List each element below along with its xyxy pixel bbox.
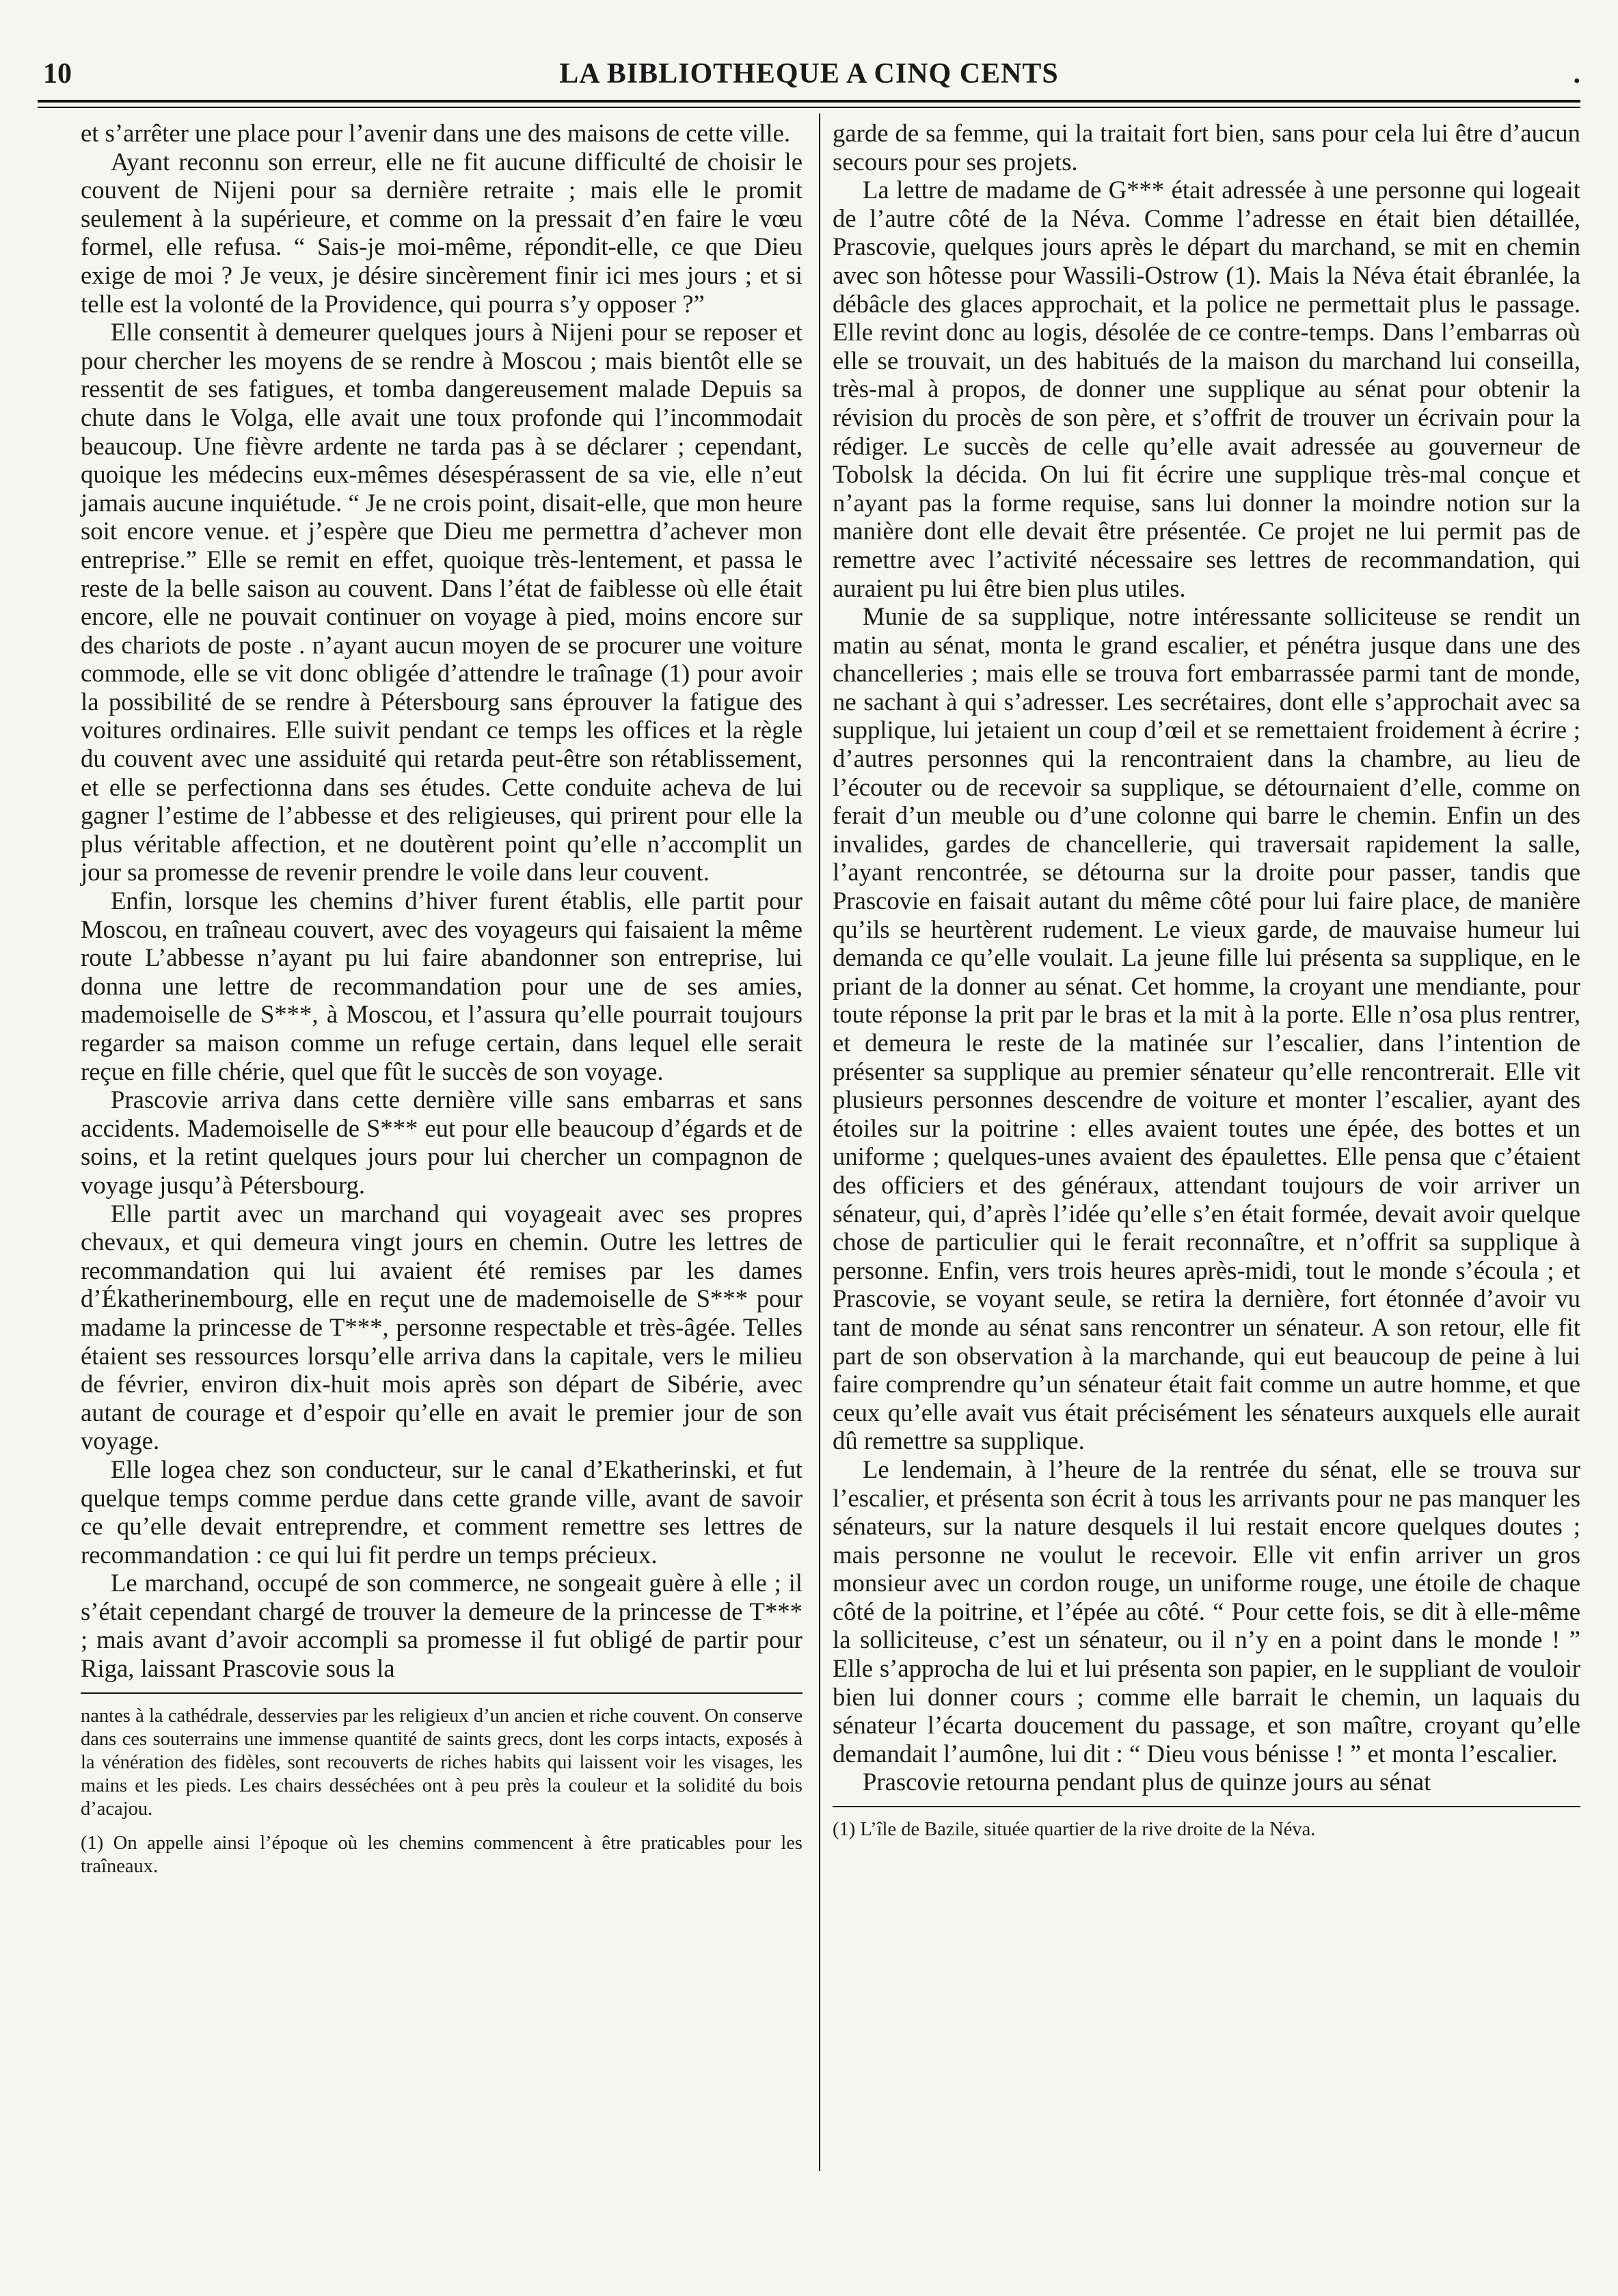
right-column [833,119,1580,1841]
right-column-body [833,119,1580,1796]
corner-mark: . [1573,58,1580,90]
column-separator [819,113,820,2171]
paragraph: Elle partit avec un marchand qui voyageait avec ses propres chevaux, et qui demeura vingt jours en chemin. Outre les lettres de recommandation qui lui avaient été remises par les dames d’Ékatherinembourg, elle en reçut une de mademoiselle de S*** pour madame la princesse de T***, personne respectable et très-âgée. Telles étaient ses ressources lorsqu’elle arriva dans la capitale, vers le milieu de février, environ dix-huit mois après son départ de Sibérie, avec autant de courage et d’espoir qu’elle en avait le premier jour de son voyage. [81,1199,803,1455]
paragraph: Le marchand, occupé de son commerce, ne songeait guère à elle ; il s’était cependant chargé de trouver la demeure de la princesse de T*** ; mais avant d’avoir accompli sa promesse il fut obligé de partir pour Riga, laissant Prascovie sous la [81,1569,803,1683]
left-column-body [81,119,803,1683]
footnote: (1) L’île de Bazile, située quartier de la rive droite de la Néva. [833,1819,1316,1841]
footnote-rule [833,1806,1580,1807]
running-header [38,53,1580,94]
paragraph: Le lendemain, à l’heure de la rentrée du sénat, elle se trouva sur l’escalier, et présenta son écrit à tous les arrivants pour ne pas manquer les sénateurs, sur la nature desquels il lui restait encore quelques doutes ; mais personne ne voulut le recevoir. Elle vit enfin arriver un gros monsieur avec un cordon rouge, un uniforme rouge, une étoile de chaque côté de la poitrine, et l’épée au côté. “ Pour cette fois, se dit à elle-même la solliciteuse, c’est un sénateur, ou il n’y en a point dans le monde ! ” Elle s’approcha de lui et lui présenta son papier, en le suppliant de vouloir bien lui donner cours ; comme elle barrait le chemin, un laquais du sénateur l’écarta doucement du passage, et son maître, croyant qu’elle demandait l’aumône, lui dit : “ Dieu vous bénisse ! ” et monta l’escalier. [833,1455,1580,1768]
paragraph: Ayant reconnu son erreur, elle ne fit aucune difficulté de choisir le couvent de Nijeni pour sa dernière retraite ; mais elle le promit seulement à la supérieure, et comme on la pressait d’en faire le vœu formel, elle refusa. “ Sais-je moi-même, répondit-elle, ce que Dieu exige de moi ? Je veux, je désire sincèrement finir ici mes jours ; et si telle est la volonté de la Providence, qui pourra s’y opposer ?” [81,147,803,318]
paragraph: Munie de sa supplique, notre intéressante solliciteuse se rendit un matin au sénat, monta le grand escalier, et pénétra jusque dans une des chancelleries ; mais elle se trouva fort embarrassée parmi tant de monde, ne sachant à qui s’adresser. Les secrétaires, dont elle s’approchait avec sa supplique, lui jetaient un coup d’œil et se remettaient froidement à écrire ; d’autres personnes qui la rencontraient dans la chambre, au lieu de l’écouter ou de recevoir sa supplique, se détournaient d’elle, comme on ferait d’un meuble ou d’une colonne qui barre le chemin. Enfin un des invalides, gardes de chancellerie, qui traversait rapidement la salle, l’ayant rencontrée, se détourna sur la droite pour passer, tandis que Prascovie en faisait autant du même côté pour lui faire place, de manière qu’ils se heurtèrent rudement. Le vieux garde, de mauvaise humeur lui demanda ce qu’elle voulait. La jeune fille lui présenta sa supplique, en le priant de la donner au sénat. Cet homme, la croyant une mendiante, pour toute réponse la prit par le bras et la mit à la porte. Elle n’osa plus rentrer, et demeura le reste de la matinée sur l’escalier, dans l’intention de présenter sa supplique au premier sénateur qu’elle rencontrerait. Elle vit plusieurs personnes descendre de voiture et monter l’escalier, ayant des étoiles sur la poitrine : elles avaient toutes une épée, des bottes et un uniforme ; quelques-unes avaient des épaulettes. Elle pensa que c’étaient des officiers et des généraux, attendant toujours de voir arriver un sénateur, qui, d’après l’idée qu’elle s’en était formée, devait avoir quelque chose de particulier qui le ferait reconnaître, et n’offrit sa supplique à personne. Enfin, vers trois heures après-midi, tout le monde s’écoula ; et Prascovie, se voyant seule, se retira la dernière, fort étonnée d’avoir vu tant de monde au sénat sans rencontrer un sénateur. A son retour, elle fit part de son observation à la marchande, qui eut beaucoup de peine à lui faire comprendre qu’un sénateur était fait comme un autre homme, et que ceux qu’elle avait vus était précisément les sénateurs auxquels elle aurait dû remettre sa supplique. [833,602,1580,1455]
footnote-continuation: nantes à la cathédrale, desservies par les religieux d’un ancien et riche couvent. On conserve dans ces souterrains une immense quantité de saints grecs, dont les corps intacts, exposés à la vénération des fidèles, sont recouverts de riches habits qui laissent voir les visages, les mains et les pieds. Les chairs desséchées ont à peu près la couleur et la solidité du bois d’acajou. [81,1705,803,1820]
header-rule-thin [38,107,1580,108]
paragraph: garde de sa femme, qui la traitait fort bien, sans pour cela lui être d’aucun secours pour ses projets. [833,119,1580,176]
paragraph: La lettre de madame de G*** était adressée à une personne qui logeait de l’autre côté de la Néva. Comme l’adresse en était bien détaillée, Prascovie, quelques jours après le départ du marchand, se mit en chemin avec son hôtesse pour Wassili-Ostrow (1). Mais la Néva était ébranlée, la débâcle des glaces approchait, et la police ne permettait plus le passage. Elle revint donc au logis, désolée de ce contre-temps. Dans l’embarras où elle se trouvait, un des habitués de la maison du marchand lui conseilla, très-mal à propos, de donner une supplique au sénat pour obtenir la révision du procès de son père, et s’offrit de trouver un écrivain pour la rédiger. Le succès de celle qu’elle avait adressée au gouverneur de Tobolsk la décida. On lui fit écrire une supplique très-mal conçue et n’ayant pas la forme requise, sans lui donner la moindre notion sur la manière dont elle devait être présentée. Ce projet ne lui permit pas de remettre avec l’activité nécessaire ses lettres de recommandation, qui auraient pu lui être bien plus utiles. [833,176,1580,602]
paragraph: Elle logea chez son conducteur, sur le canal d’Ekatherinski, et fut quelque temps comme perdue dans cette grande ville, avant de savoir ce qu’elle devait entreprendre, et comment remettre ses lettres de recommandation : ce qui lui fit perdre un temps précieux. [81,1455,803,1569]
header-rule-thick [38,100,1580,103]
page-number: 10 [43,58,72,90]
paragraph: Elle consentit à demeurer quelques jours à Nijeni pour se reposer et pour chercher les moyens de se rendre à Moscou ; mais bientôt elle se ressentit de ses fatigues, et tomba dangereusement malade Depuis sa chute dans le Volga, elle avait une toux profonde qui l’incommodait beaucoup. Une fièvre ardente ne tarda pas à se déclarer ; cependant, quoique les médecins eux-mêmes désespérassent de sa vie, elle n’eut jamais aucune inquiétude. “ Je ne crois point, disait-elle, que mon heure soit encore venue. et j’espère que Dieu me permettra d’achever mon entreprise.” Elle se remit en effet, quoique très-lentement, et passa le reste de la belle saison au couvent. Dans l’état de faiblesse où elle était encore, elle ne pouvait continuer on voyage à pied, moins encore sur des chariots de poste . n’ayant aucun moyen de se procurer une voiture commode, elle se vit donc obligée d’attendre le traînage (1) pour avoir la possibilité de se rendre à Pétersbourg sans éprouver la fatigue des voitures ordinaires. Elle suivit pendant ce temps les offices et la règle du couvent avec une assiduité qui retarda peut-être son rétablissement, et elle se perfectionna dans ses études. Cette conduite acheva de lui gagner l’estime de l’abbesse et des religieuses, qui prirent pour elle la plus véritable affection, et ne doutèrent point qu’elle n’accomplit un jour sa promesse de revenir prendre le voile dans leur couvent. [81,318,803,887]
footnote: (1) On appelle ainsi l’époque où les chemins commencent à être praticables pour les traîneaux. [81,1832,803,1877]
paragraph: et s’arrêter une place pour l’avenir dans une des maisons de cette ville. [81,119,791,147]
paragraph: Enfin, lorsque les chemins d’hiver furent établis, elle partit pour Moscou, en traîneau couvert, avec des voyageurs qui faisaient la même route L’abbesse n’ayant pu lui faire abandonner son entreprise, lui donna une lettre de recommandation pour une de ses amies, mademoiselle de S***, à Moscou, et l’assura qu’elle pourrait toujours regarder sa maison comme un refuge certain, dans lequel elle serait reçue en fille chérie, quel que fût le succès de son voyage. [81,887,803,1085]
running-title: LA BIBLIOTHEQUE A CINQ CENTS [559,58,1059,90]
left-column [81,119,803,1878]
footnote-rule [81,1692,803,1694]
paragraph: Prascovie retourna pendant plus de quinze jours au sénat [863,1768,1431,1796]
paragraph: Prascovie arriva dans cette dernière ville sans embarras et sans accidents. Mademoiselle de S*** eut pour elle beaucoup d’égards et de soins, et la retint quelques jours pour lui chercher un compagnon de voyage jusqu’à Pétersbourg. [81,1085,803,1199]
